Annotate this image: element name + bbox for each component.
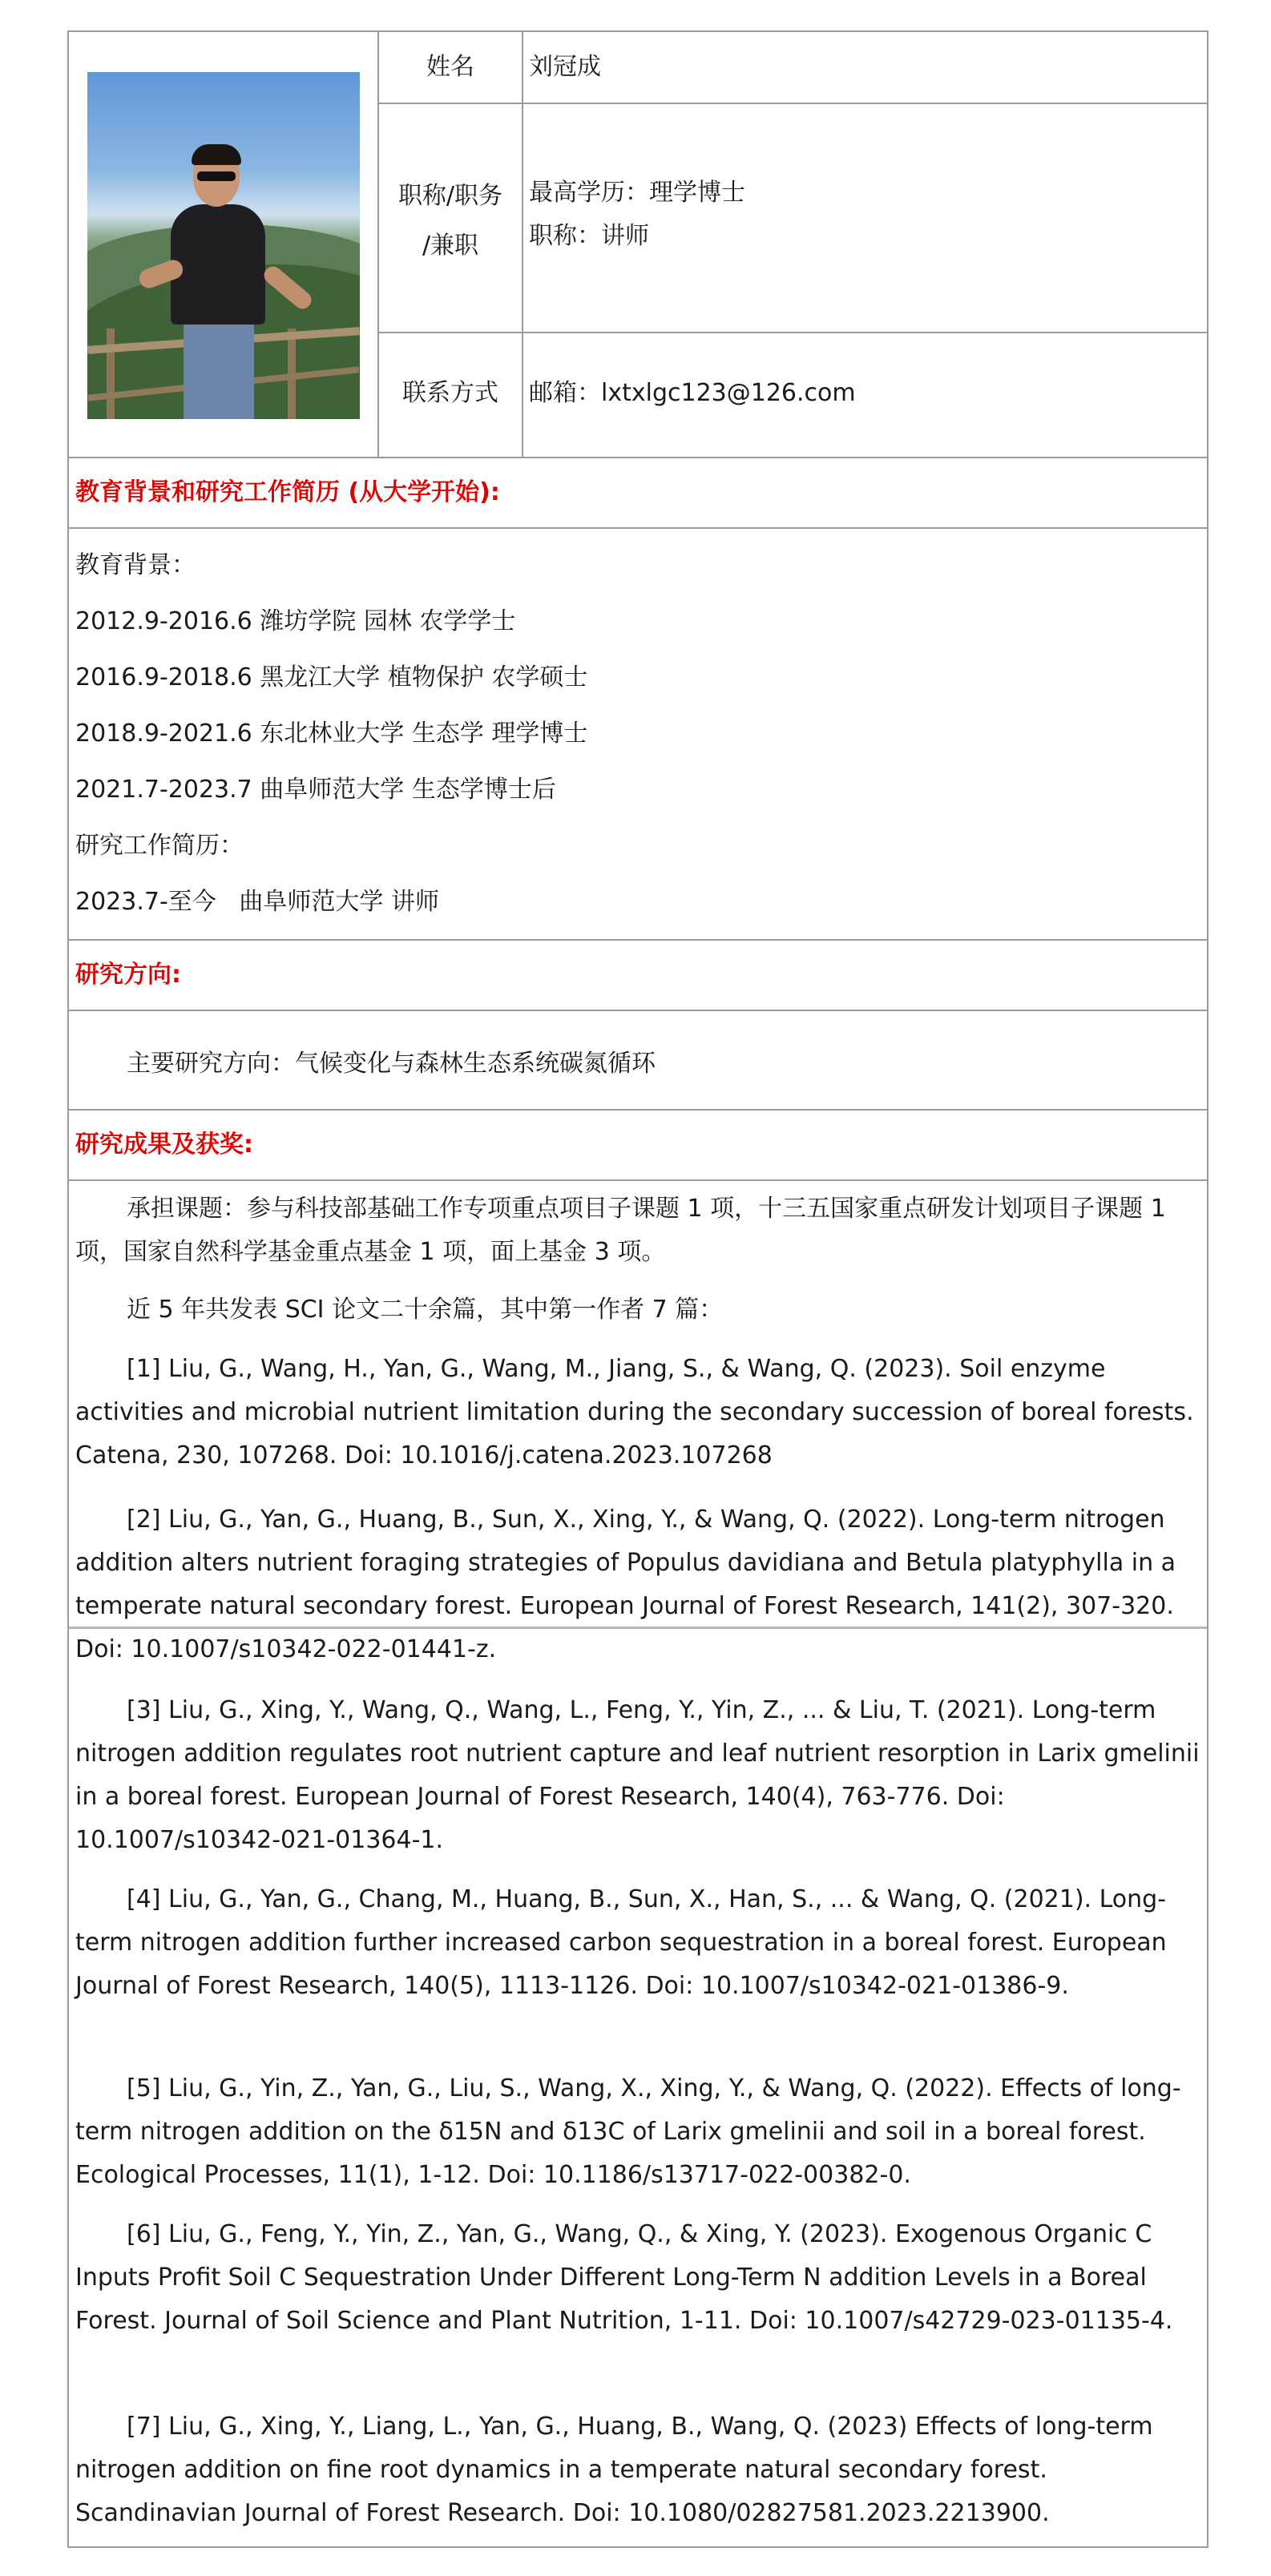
work-label: 研究工作简历： (75, 832, 244, 860)
projects-text: 承担课题：参与科技部基础工作专项重点项目子课题 1 项，十三五国家重点研发计划项目子课题 1 项，国家自然科学基金重点基金 1 项，面上基金 3 项。 (75, 1195, 1166, 1266)
profile-table (67, 30, 1208, 2548)
row-divider (69, 939, 1207, 941)
title-text: 职称：讲师 (529, 222, 649, 250)
profile-photo (87, 72, 360, 419)
paper-item: [6] Liu, G., Feng, Y., Yin, Z., Yan, G., Wang, Q., & Xing, Y. (2023). Exogenous Organic C Inputs Profit Soil C Sequestration Under Different Long-Term N addition Levels in a Boreal Forest. Journal of Soil Science and Plant Nutrition, 1-11. Doi: 10.1007/s42729-023-01135-4. (75, 2220, 1173, 2335)
title-value (529, 171, 745, 258)
degree-text: 最高学历：理学博士 (529, 179, 745, 207)
row-divider (377, 332, 1207, 333)
title-label-line2: /兼职 (422, 232, 479, 260)
research-text: 主要研究方向：气候变化与森林生态系统碳氮循环 (127, 1050, 656, 1078)
education-heading: 教育背景和研究工作简历 (从大学开始): (75, 478, 500, 506)
edu-item: 2012.9-2016.6 潍坊学院 园林 农学学士 (75, 607, 516, 635)
work-item: 2023.7-至今 曲阜师范大学 讲师 (75, 888, 439, 916)
summary-text: 近 5 年共发表 SCI 论文二十余篇，其中第一作者 7 篇： (127, 1296, 724, 1324)
paper-item: [2] Liu, G., Yan, G., Huang, B., Sun, X., Xing, Y., & Wang, Q. (2022). Long-term nitrogen addition alters nutrient foraging strategies of Populus davidiana and Betula platyphylla in a temperate natural secondary forest. European Journal of Forest Research, 141(2), 307-320. Doi: 10.1007/s10342-022-01441-z. (75, 1506, 1176, 1663)
achievements-heading: 研究成果及获奖: (75, 1131, 253, 1159)
row-divider (377, 103, 1207, 104)
paper-item: [3] Liu, G., Xing, Y., Wang, Q., Wang, L., Feng, Y., Yin, Z., ... & Liu, T. (2021). Long-term nitrogen addition regulates root nutrient capture and leaf nutrient resorption in Larix gmelinii in a boreal forest. European Journal of Forest Research, 140(4), 763-776. Doi: 10.1007/s10342-021-01364-1. (75, 1696, 1200, 1854)
row-divider (69, 1109, 1207, 1111)
title-label-line1: 职称/职务 (397, 182, 503, 210)
edu-item: 2021.7-2023.7 曲阜师范大学 生态学博士后 (75, 776, 556, 804)
row-divider (69, 1179, 1207, 1181)
edu-item: 2018.9-2021.6 东北林业大学 生态学 理学博士 (75, 720, 588, 748)
contact-value: 邮箱：lxtxlgc123@126.com (529, 379, 856, 407)
name-label: 姓名 (426, 53, 474, 81)
contact-label: 联系方式 (402, 379, 498, 407)
header-divider (522, 32, 523, 458)
paper-item: [1] Liu, G., Wang, H., Yan, G., Wang, M., Jiang, S., & Wang, Q. (2023). Soil enzyme activities and microbial nutrient limitation during the secondary succession of boreal forests. Catena, 230, 107268. Doi: 10.1016/j.catena.2023.107268 (75, 1355, 1194, 1469)
paper-item: [7] Liu, G., Xing, Y., Liang, L., Yan, G., Huang, B., Wang, Q. (2023) Effects of long-term nitrogen addition on fine root dynamics in a temperate natural secondary forest. Scandinavian Journal of Forest Research. Doi: 10.1080/02827581.2023.2213900. (75, 2413, 1153, 2527)
paper-item: [5] Liu, G., Yin, Z., Yan, G., Liu, S., Wang, X., Xing, Y., & Wang, Q. (2022). Effects of long-term nitrogen addition on the δ15N and δ13C of Larix gmelinii and soil in a boreal forest. Ecological Processes, 11(1), 1-12. Doi: 10.1186/s13717-022-00382-0. (75, 2074, 1181, 2189)
row-divider (69, 457, 1207, 458)
edu-label: 教育背景： (75, 551, 196, 579)
research-heading: 研究方向: (75, 961, 181, 989)
title-label (379, 171, 522, 271)
edu-item: 2016.9-2018.6 黑龙江大学 植物保护 农学硕士 (75, 663, 588, 691)
row-divider (69, 1010, 1207, 1011)
name-value: 刘冠成 (529, 53, 601, 81)
paper-item: [4] Liu, G., Yan, G., Chang, M., Huang, B., Sun, X., Han, S., ... & Wang, Q. (2021). Long-term nitrogen addition further increased carbon sequestration in a boreal forest. European Journal of Forest Research, 140(5), 1113-1126. Doi: 10.1007/s10342-021-01386-9. (75, 1885, 1167, 2000)
row-divider (69, 527, 1207, 529)
